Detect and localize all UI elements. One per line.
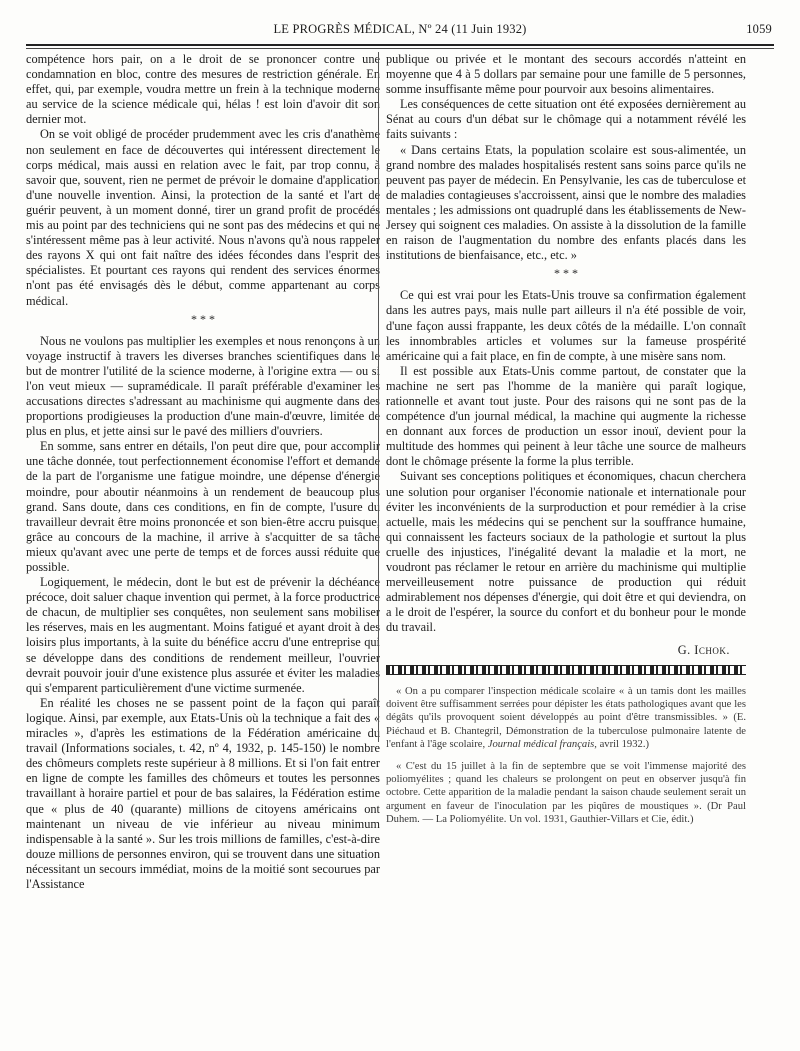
footnote: [386, 685, 746, 752]
page-number: 1059: [746, 22, 772, 36]
paragraph: Ce qui est vrai pour les Etats-Unis trouve sa confirmation également dans les autres pays, mais nulle part ailleurs il n'a été possible de voir, d'une façon aussi frappante, les deux côtés de la médaille. L'on connaît les innombrables articles et volumes sur la fameuse prospérité américaine qui a fait place, en fin de compte, à une misère sans nom.: [386, 288, 746, 363]
paragraph: publique ou privée et le montant des secours accordés n'atteint en moyenne que 4 à 5 dollars par semaine pour une famille de 5 personnes, somme insuffisante même pour pourvoir aux besoins alimentaires.: [386, 52, 746, 97]
paragraph: Les conséquences de cette situation ont été exposées dernièrement au Sénat au cours d'un débat sur le chômage qui a notamment révélé les faits suivants :: [386, 97, 746, 142]
footnote-text-end: , avril 1932.): [594, 739, 650, 751]
header-rule: [26, 44, 774, 46]
paragraph: En réalité les choses ne se passent point de la façon qui paraît logique. Ainsi, par exemple, aux Etats-Unis où la technique a fait des « miracles », d'après les estimations de la Fédération américaine du travail (Informations sociales, t. 42, nº 4, 1932, p. 145-150) le nombre des chômeurs complets reste supérieur à 8 millions. Et si l'on fait entrer en ligne de compte les familles des chômeurs et toutes les personnes travaillant à horaire partiel et pour de bas salaires, la Fédération estime que « plus de 40 (quarante) millions de citoyens américains ont maintenant un niveau de vie inférieur au niveau minimum indispensable à la santé ». Sur les trois millions de familles, c'est-à-dire douze millions de personnes environ, qui se trouvent dans une situation nécessitant un secours immédiat, moins de la moitié sont secourues par l'Assistance: [26, 695, 380, 891]
paragraph: Nous ne voulons pas multiplier les exemples et nous renonçons à un voyage instructif à travers les diverses branches scientifiques dans le but de montrer l'utilité de la science moderne, à l'origine extra — ou si l'on veut mieux — supramédicale. Il paraît préférable d'examiner les accusations directes s'adressant au machinisme qui augmente dans des proportions prodigieuses la production d'une main-d'œuvre, limitée de plus en plus, et jette ainsi sur le pavé des milliers d'ouvriers.: [26, 333, 380, 439]
footnote: « C'est du 15 juillet à la fin de septembre que se voit l'immense majorité des poliomyélites ; quand les chaleurs se prolongent on peut en observer jusqu'à fin octobre. Cette apparition de la maladie pendant la saison chaude seulement serait un argument en faveur de l'inoculation par les piqûres de moustiques ». (Dr Paul Duhem. — La Poliomyélite. Un vol. 1931, Gauthier-Villars et Cie, édit.): [386, 760, 746, 826]
author-signature: G. Ichok.: [677, 643, 730, 658]
paragraph: Il est possible aux Etats-Unis comme partout, de constater que la machine ne sert pas l'homme de la manière qui paraît logique, rationnelle et avant tout juste. Pour des raisons qui ne sont pas de la compétence d'un journal médical, la machine qui augmente la richesse en donnant aux forces de production un essor inouï, devient pour la multitude des hommes qui peinent à leur tâche une source de malheurs dont le chômage présente la forme la plus terrible.: [386, 363, 746, 469]
decorative-border: [386, 665, 746, 675]
footnote-text: « On a pu comparer l'inspection médicale scolaire « à un tamis dont les mailles doivent être suffisamment serrées pour dépister les états pathologiques avant que les dégâts qu'ils provoquent soient développés au point d'être transmissibles. » (E. Piéchaud et B. Chantegril, Démonstration de la tuberculose pulmonaire latente de l'enfant à l'âge scolaire,: [386, 685, 746, 751]
header-rule-thin: [26, 48, 774, 49]
footnote-journal-title: Journal médical français: [487, 739, 595, 751]
section-separator: * * *: [191, 311, 215, 326]
paragraph: En somme, sans entrer en détails, l'on peut dire que, pour accomplir une tâche donnée, tout perfectionnement économise l'effort et demande de la part de l'organisme une fatigue moindre, une dépense d'énergie moindre, pour aboutir néanmoins à un rendement de beaucoup plus grand. Sans doute, dans ces conditions, en fin de compte, l'usure du travailleur devrait être moins prononcée et son bien-être accru puisque, grâce au concours de la machine, il arrive à s'acquitter de sa tâche mieux qu'avant avec une perte de temps et de forces aussi réduite que possible.: [26, 439, 380, 574]
section-separator: * * *: [554, 266, 578, 281]
running-title: LE PROGRÈS MÉDICAL, Nº 24 (11 Juin 1932): [273, 22, 527, 36]
footnote-box: [386, 685, 746, 752]
paragraph: On se voit obligé de procéder prudemment avec les cris d'anathème non seulement en face de découvertes qui intéressent directement le corps médical, mais aussi en relation avec le fait, par trop connu, à savoir que, souvent, rien ne permet de prévoir le domaine d'application d'une nouvelle invention. Ainsi, la protection de la santé et l'art de guérir peuvent, à un moment donné, tirer un grand profit de procédés mis au point par des techniciens qui ne sont pas des médecins et qui ne s'intéressent même pas à leur activité. Nous n'avons qu'à nous rappeler des rayons X qui ont fait naître des idées fécondes dans l'esprit des spécialistes. Et pourtant ces rayons qui rendent des services énormes n'ont pas été envisagés dès le début, comme appartenant au corps médical.: [26, 127, 380, 308]
column-divider: [378, 52, 379, 742]
paragraph: Suivant ses conceptions politiques et économiques, chacun cherchera une solution pour organiser l'économie nationale et internationale pour éviter les inconvénients de la surproduction et pour remédier à la crise actuelle, mais les médecins qui se penchent sur la souffrance humaine, qui connaissent les facteurs sociaux de la pathologie et surtout la plus cruelle des injustices, l'inégalité devant la maladie et la mort, ne voudront pas réclamer le retour en arrière du machinisme qui multiplie merveilleusement notre puissance de production qui réduit admirablement nos dépenses d'énergie, qui doit être et qui deviendra, on a le droit de l'espérer, la source du confort et du bonheur pour le monde du travail.: [386, 469, 746, 635]
paragraph: Logiquement, le médecin, dont le but est de prévenir la déchéance précoce, doit saluer chaque invention qui permet, à la force productrice de chacun, de multiplier ses conquêtes, non seulement sans mobiliser les réserves, mais en les augmentant. Moins fatigué et ayant droit à des loisirs plus importants, à la suite du bénéfice accru d'une entreprise qui se développe dans des conditions de rendement meilleur, l'ouvrier devrait pouvoir jouir d'une existence plus assurée et éviter les maladies qui s'emparent particulièrement d'une victime surmenée.: [26, 575, 380, 695]
paragraph: compétence hors pair, on a le droit de se prononcer contre une condamnation en bloc, contre des mesures de restriction générale. En effet, qui, par exemple, voudra mettre un frein à la technique moderne au service de la science médicale qui, hélas ! est loin d'avoir dit son dernier mot.: [26, 52, 380, 127]
page-header: [26, 22, 774, 42]
left-column: [26, 52, 380, 892]
quotation: « Dans certains Etats, la population scolaire est sous-alimentée, un grand nombre des malades hospitalisés restent sans soins parce qu'ils ne peuvent pas payer de médecin. En Pensylvanie, les cas de tuberculose et de maladies contagieuses s'accroissent, ainsi que le nombre des maladies mentales ; les admissions ont quadruplé dans les établissements de New-Jersey qui soignent ces maladies. On assiste à la dissolution de la famille en raison de l'augmentation du nombre des enfants placés dans les institutions de bienfaisance, etc., etc. »: [386, 142, 746, 263]
footnote-box: [386, 760, 746, 827]
right-column: [386, 52, 746, 835]
